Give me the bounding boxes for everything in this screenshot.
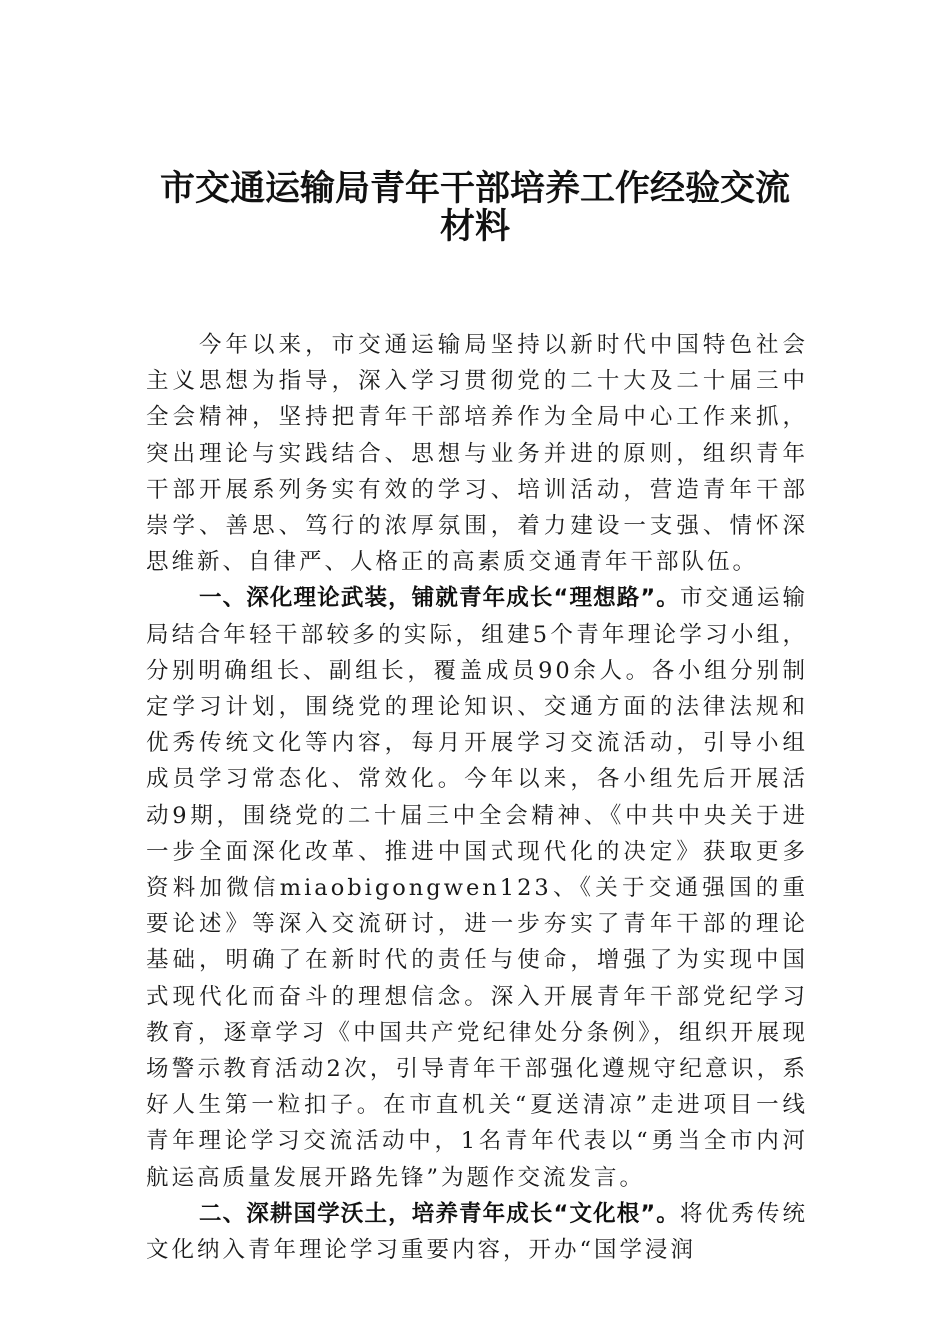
section-1-paragraph bbox=[146, 580, 808, 1195]
section-2-heading: 二、深耕国学沃土，培养青年成长“文化根”。 bbox=[199, 1200, 680, 1227]
section-2-paragraph bbox=[146, 1196, 808, 1268]
document-title-line-2: 材料 bbox=[439, 207, 510, 247]
intro-paragraph bbox=[146, 327, 808, 580]
section-1-body: 市交通运输局结合年轻干部较多的实际，组建5个青年理论学习小组，分别明确组长、副组长，覆盖成员90余人。各小组分别制定学习计划，围绕党的理论知识、交通方面的法律法规和优秀传统文化等内容，每月开展学习交流活动，引导小组成员学习常态化、常效化。今年以来，各小组先后开展活动9期，围绕党的二十届三中全会精神、《中共中央关于进一步全面深化改革、推进中国式现代化的决定》获取更多资料加微信miaobigongwen123、《关于交通强国的重要论述》等深入交流研讨，进一步夯实了青年干部的理论基础，明确了在新时代的责任与使命，增强了为实现中国式现代化而奋斗的理想信念。深入开展青年干部党纪学习教育，逐章学习《中国共产党纪律处分条例》，组织开展现场警示教育活动2次，引导青年干部强化遵规守纪意识，系好人生第一粒扣子。在市直机关“夏送清凉”走进项目一线青年理论学习交流活动中，1名青年代表以“勇当全市内河航运高质量发展开路先锋”为题作交流发言。 bbox=[146, 585, 808, 1191]
intro-text: 今年以来，市交通运输局坚持以新时代中国特色社会主义思想为指导，深入学习贯彻党的二十大及二十届三中全会精神，坚持把青年干部培养作为全局中心工作来抓，突出理论与实践结合、思想与业务并进的原则，组织青年干部开展系列务实有效的学习、培训活动，营造青年干部崇学、善思、笃行的浓厚氛围，着力建设一支强、情怀深思维新、自律严、人格正的高素质交通青年干部队伍。 bbox=[146, 332, 808, 576]
document-body bbox=[146, 327, 808, 1268]
section-2-body: 将优秀传统文化纳入青年理论学习重要内容，开办“国学浸润 bbox=[146, 1200, 808, 1264]
section-1-heading: 一、深化理论武装，铺就青年成长“理想路”。 bbox=[199, 585, 680, 612]
document-title-line-1: 市交通运输局青年干部培养工作经验交流 bbox=[159, 169, 790, 209]
